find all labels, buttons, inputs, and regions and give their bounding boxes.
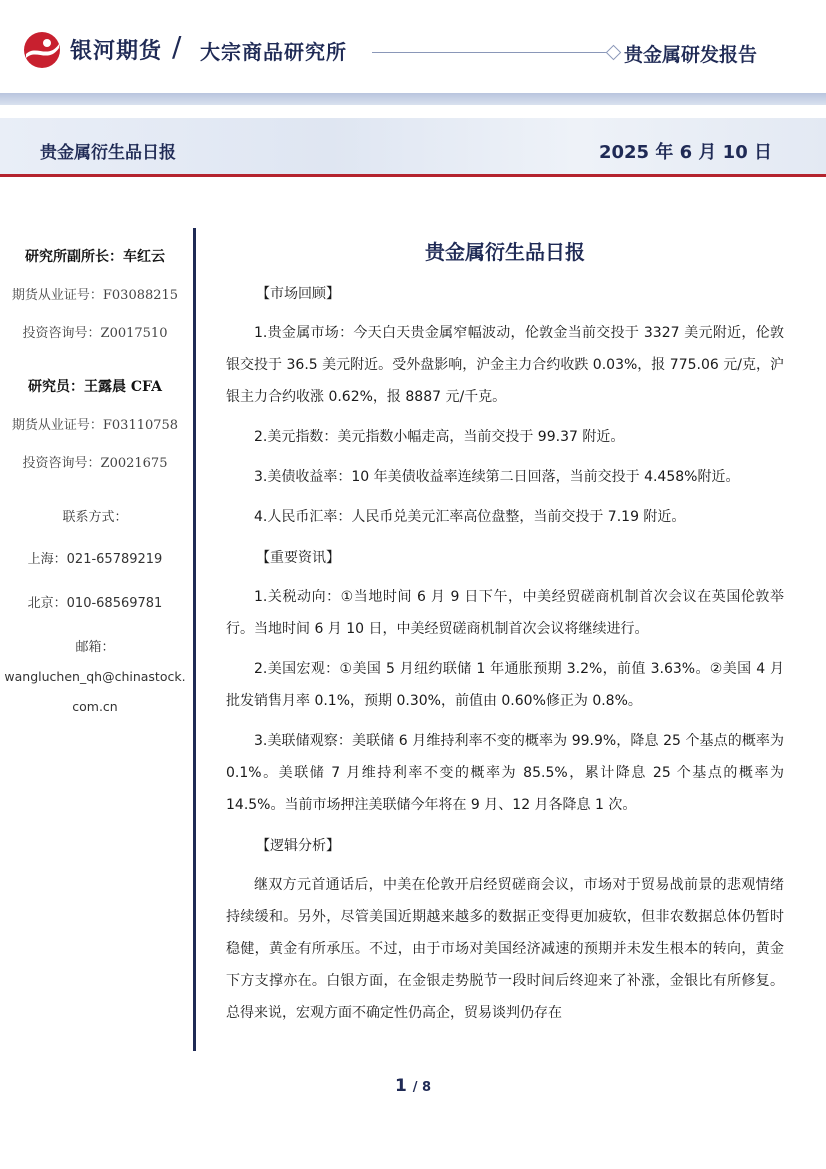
main-title: 贵金属衍生品日报 — [425, 240, 585, 264]
email-address[interactable]: wangluchen_qh@chinastock.com.cn — [4, 669, 186, 714]
series-title: 贵金属研发报告 — [624, 44, 758, 66]
header-slash: / — [172, 30, 182, 63]
director-consult-id: 投资咨询号：Z0017510 — [22, 326, 168, 341]
paragraph: 2.美国宏观：①美国 5 月纽约联储 1 年通胀预期 3.2%，前值 3.63%。②美国 4 月批发销售月率 0.1%，预期 0.30%，前值由 0.60%修正为 0.8%。 — [226, 661, 784, 709]
paragraph: 1.关税动向：①当地时间 6 月 9 日下午，中美经贸磋商机制首次会议在英国伦敦举行。当地时间 6 月 10 日，中美经贸磋商机制首次会议将继续进行。 — [226, 589, 784, 637]
contact-label: 联系方式： — [62, 510, 128, 525]
paragraph: 4.人民币汇率：人民币兑美元汇率高位盘整，当前交投于 7.19 附近。 — [254, 509, 686, 525]
section-heading: 【逻辑分析】 — [256, 838, 340, 854]
report-date: 2025 年 6 月 10 日 — [598, 142, 772, 163]
beijing-phone: 北京：010-68569781 — [27, 596, 163, 611]
paragraph: 2.美元指数：美元指数小幅走高，当前交投于 99.37 附近。 — [254, 429, 625, 445]
diamond-icon — [606, 45, 622, 61]
director-name: 研究所副所长：车红云 — [25, 249, 165, 265]
total-pages: 8 — [422, 1080, 432, 1095]
sidebar-divider — [193, 228, 196, 1051]
paragraph: 1.贵金属市场：今天白天贵金属窄幅波动，伦敦金当前交投于 3327 美元附近，伦敦银交投于 36.5 美元附近。受外盘影响，沪金主力合约收跌 0.03%，报 775.06 元/克，沪银主力合约收涨 0.62%，报 8887 元/千克。 — [226, 325, 784, 405]
report-name: 贵金属衍生品日报 — [40, 143, 176, 163]
researcher-license: 期货从业证号：F03110758 — [11, 418, 179, 433]
director-license: 期货从业证号：F03088215 — [11, 288, 179, 303]
researcher-name: 研究员：王露晨 CFA — [28, 379, 162, 395]
researcher-consult-id: 投资咨询号：Z0021675 — [22, 456, 168, 471]
current-page: 1 — [394, 1076, 407, 1096]
paragraph: 3.美联储观察：美联储 6 月维持利率不变的概率为 99.9%，降息 25 个基点的概率为 0.1%。美联储 7 月维持利率不变的概率为 85.5%，累计降息 25 个基点的概率为 14.5%。当前市场押注美联储今年将在 9 月、12 月各降息 1 次。 — [226, 733, 784, 813]
galaxy-logo-icon — [22, 30, 62, 70]
header-decor-line — [372, 52, 612, 53]
title-band-accent — [0, 174, 826, 177]
section-heading: 【重要资讯】 — [256, 550, 340, 566]
paragraph: 继双方元首通话后，中美在伦敦开启经贸磋商会议，市场对于贸易战前景的悲观情绪持续缓和。另外，尽管美国近期越来越多的数据正变得更加疲软，但非农数据总体仍暂时稳健，黄金有所承压。不过，由于市场对美国经济减速的预期并未发生根本的转向，黄金下方支撑亦在。白银方面，在金银走势脱节一段时间后终迎来了补涨，金银比有所修复。总得来说，宏观方面不确定性仍高企，贸易谈判仍存在 — [226, 877, 784, 1021]
report-body — [226, 236, 784, 1037]
institute-name: 大宗商品研究所 — [200, 40, 347, 64]
page-number: 1 / 8 — [394, 1076, 432, 1096]
email-label: 邮箱： — [75, 640, 115, 655]
section-heading: 【市场回顾】 — [256, 286, 340, 302]
brand-name: 银河期货 — [70, 39, 163, 64]
paragraph: 3.美债收益率：10 年美债收益率连续第二日回落，当前交投于 4.458%附近。 — [254, 469, 740, 485]
header-band — [0, 93, 826, 105]
shanghai-phone: 上海：021-65789219 — [27, 552, 163, 567]
